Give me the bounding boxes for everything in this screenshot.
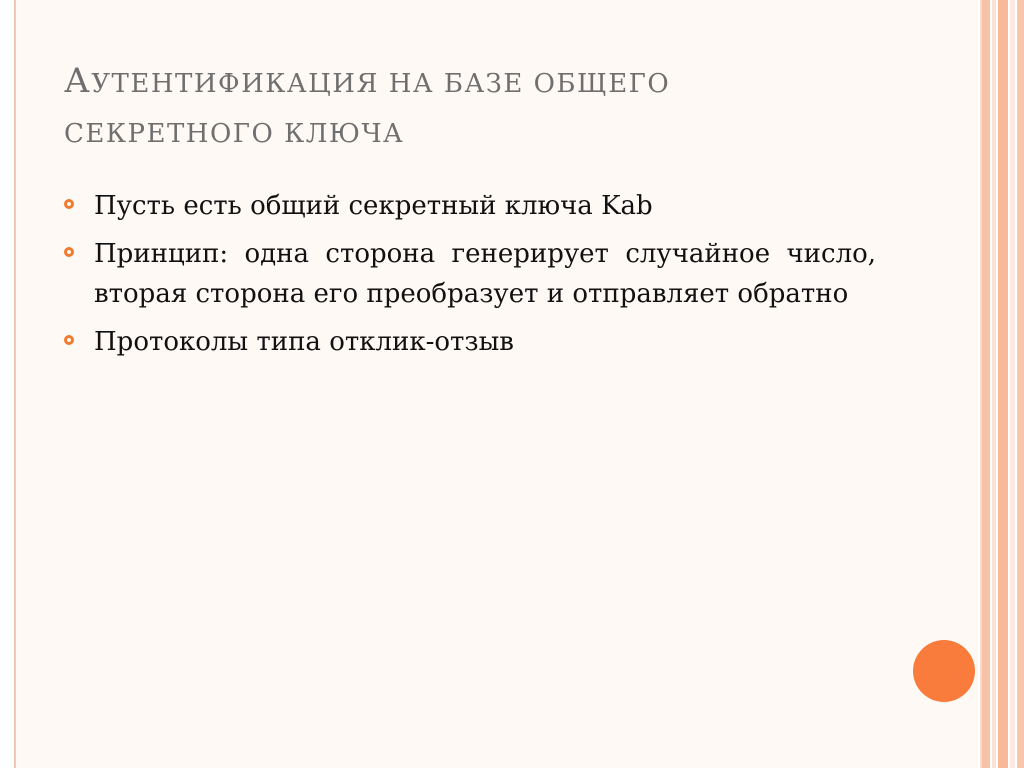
title-text: УТЕНТИФИКАЦИЯ НА БАЗЕ ОБЩЕГО СЕКРЕТНОГО КЛЮЧА: [64, 69, 671, 149]
right-border-stripe: [992, 0, 996, 768]
bullet-text: Принцип: одна сторона генерирует случайное число, вторая сторона его преобразует и отправляет обратно: [94, 239, 876, 309]
bullet-list: [64, 186, 876, 370]
bullet-item: [64, 186, 876, 226]
orange-ring-bullet-icon: [64, 247, 74, 257]
right-border-stripe: [998, 0, 1008, 768]
bullet-item: [64, 322, 876, 362]
right-border-stripe: [1017, 0, 1024, 768]
orange-ring-bullet-icon: [64, 199, 74, 209]
right-border-stripe: [982, 0, 990, 768]
title-first-letter: А: [64, 61, 92, 101]
bullet-text: Протоколы типа отклик-отзыв: [94, 327, 514, 357]
right-border-stripe: [1010, 0, 1015, 768]
slide-title: [64, 56, 884, 159]
bullet-text: Пусть есть общий секретный ключа Kab: [94, 191, 653, 221]
bullet-item: [64, 234, 876, 314]
orange-ring-bullet-icon: [64, 335, 74, 345]
orange-circle-icon: [913, 640, 975, 702]
